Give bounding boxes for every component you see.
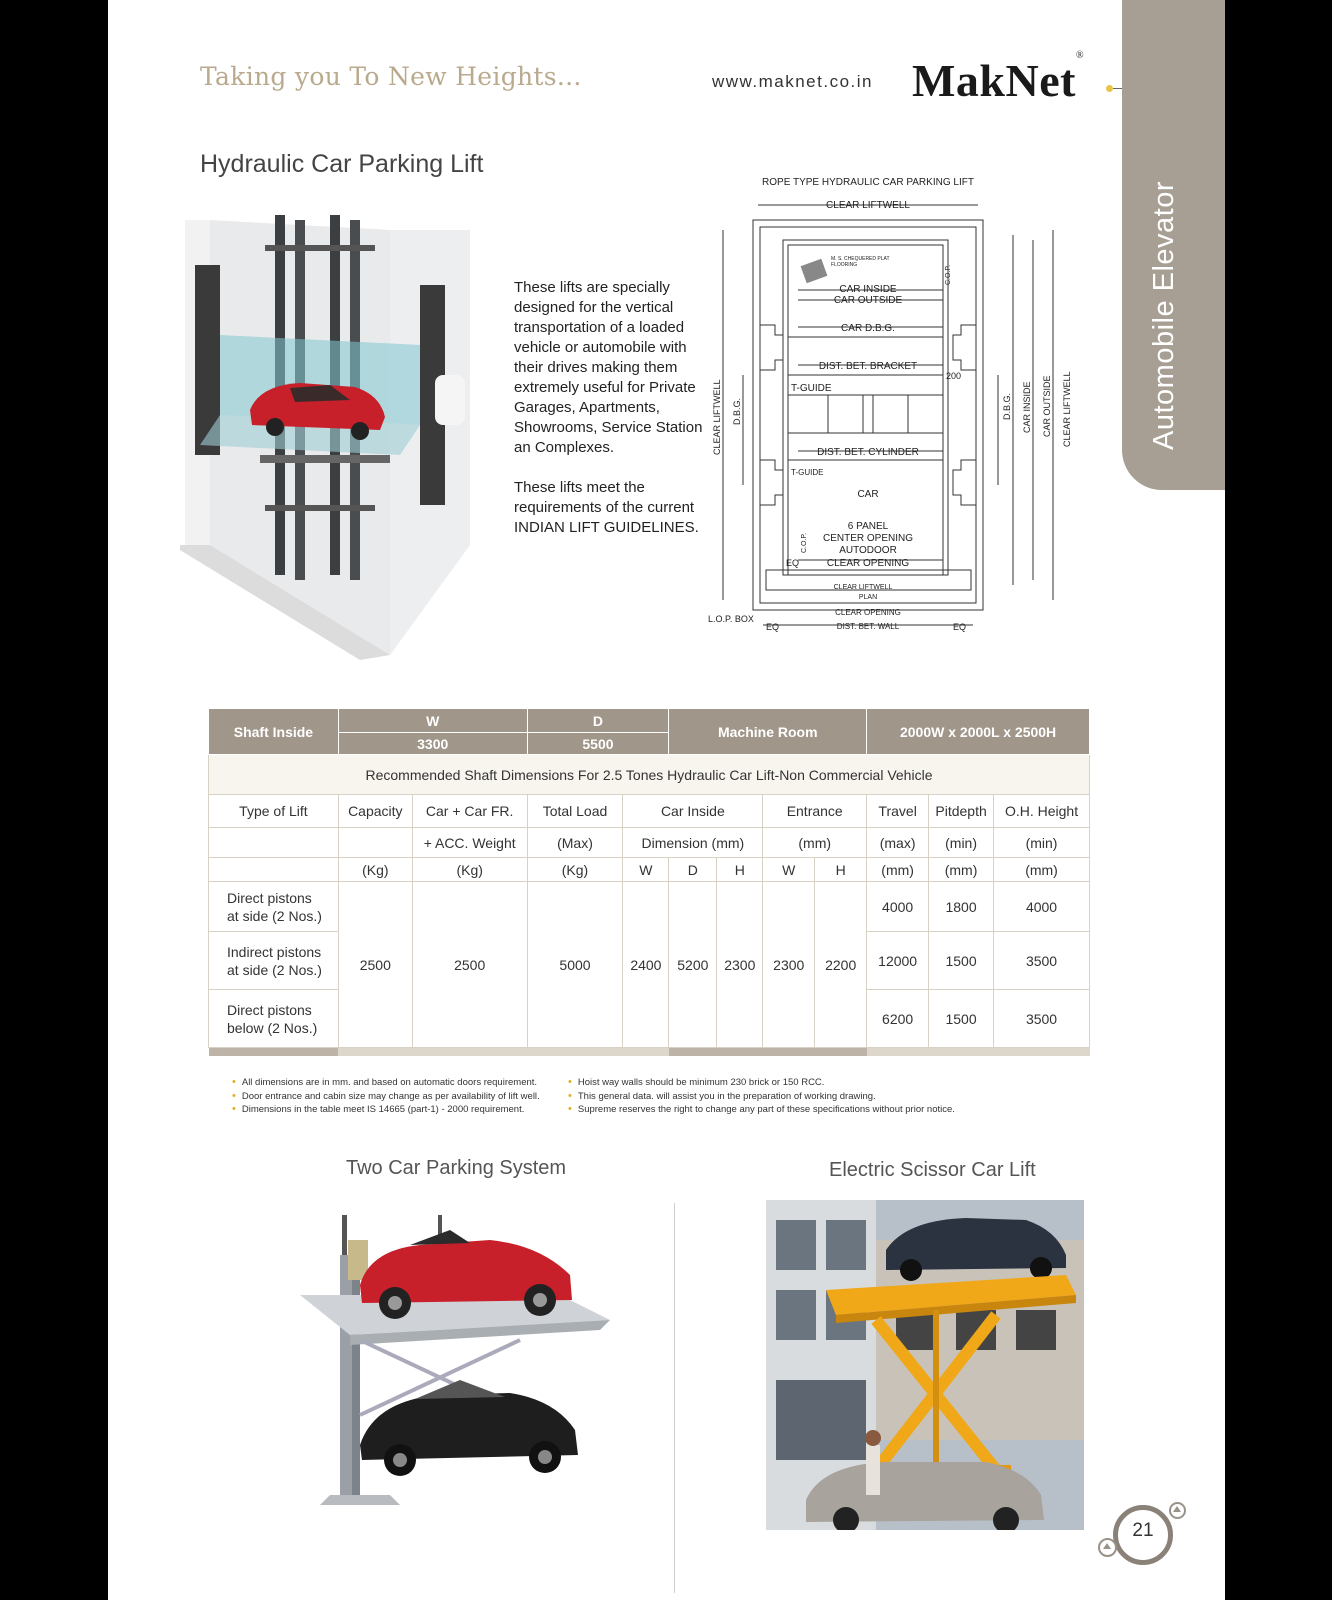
drawing-plan-label: PLAN [858, 594, 878, 601]
col-pit-2: (min) [929, 828, 994, 858]
row-2-pit: 1500 [929, 932, 994, 990]
drawing-flooring: FLOORING [831, 262, 858, 268]
col-car-fr-1: Car + Car FR. [412, 795, 527, 828]
recommendation-row: Recommended Shaft Dimensions For 2.5 Tones Hydraulic Car Lift-Non Commercial Vehicle [209, 755, 1090, 795]
machine-room-value: 2000W x 2000L x 2500H [867, 709, 1090, 755]
col-oh-1: O.H. Height [994, 795, 1090, 828]
unit-car-h: H [717, 858, 763, 882]
note-item: • Door entrance and cabin size may change as per availability of lift well. [232, 1090, 540, 1104]
unit-capacity: (Kg) [338, 858, 412, 882]
row-3-travel: 6200 [867, 990, 929, 1048]
drawing-cop-bottom: C.O.P. [801, 532, 808, 553]
row-2-type-line-1: Indirect pistons [227, 943, 322, 960]
drawing-clear-opening: CLEAR OPENING [826, 558, 910, 569]
drawing-dist-bracket: DIST. BET. BRACKET [818, 361, 918, 372]
hydraulic-lift-illustration [180, 205, 480, 660]
unit-total: (Kg) [527, 858, 623, 882]
col-type-blank [209, 828, 339, 858]
notes-left [232, 1076, 540, 1117]
registered-mark: ® [1075, 49, 1085, 61]
two-car-parking-image [300, 1215, 630, 1515]
unit-car-d: D [669, 858, 717, 882]
row-3-type [209, 990, 339, 1048]
drawing-eq-bottom-left: EQ [766, 622, 780, 632]
row-1-travel: 4000 [867, 882, 929, 932]
description-paragraph-1: These lifts are specially designed for the vertical transportation of a loaded vehicle or automobile with their drives making them extremely useful for Private Garages, Apartments, Showrooms, Service Station an Complexes. [514, 279, 703, 456]
unit-type-blank [209, 858, 339, 882]
shaft-w-label: W [338, 709, 527, 733]
section-title: Hydraulic Car Parking Lift [200, 150, 484, 178]
drawing-left-dbg: D.B.G. [732, 397, 742, 425]
website-link[interactable]: www.maknet.co.in [712, 72, 873, 91]
col-entrance-1: Entrance [763, 795, 867, 828]
row-3-type-line-2: below (2 Nos.) [227, 1019, 318, 1036]
lift-plan-drawing [708, 175, 1078, 645]
notes-right [568, 1076, 955, 1117]
drawing-eq-left: EQ [786, 558, 800, 568]
row-2-oh: 3500 [994, 932, 1090, 990]
col-oh-2: (min) [994, 828, 1090, 858]
description-paragraph-2: These lifts meet the requirements of the current INDIAN LIFT GUIDELINES. [514, 479, 699, 536]
drawing-door-1: 6 PANEL [847, 521, 889, 532]
arrow-up-small-icon[interactable] [1098, 1538, 1117, 1557]
col-capacity: Capacity [338, 795, 412, 828]
col-travel-2: (max) [867, 828, 929, 858]
col-total-1: Total Load [527, 795, 623, 828]
brand-name: MakNet [912, 55, 1076, 106]
description [514, 278, 704, 558]
table-row [209, 882, 1090, 932]
col-travel-1: Travel [867, 795, 929, 828]
drawing-ms-plate: M. S. CHEQUERED PLAT [831, 256, 890, 262]
col-car-fr-2: + ACC. Weight [412, 828, 527, 858]
catalog-page [108, 0, 1225, 1600]
drawing-right-liftwell: CLEAR LIFTWELL [1062, 371, 1072, 447]
total-load-value: 5000 [527, 882, 623, 1048]
row-3-pit: 1500 [929, 990, 994, 1048]
shaft-d-value: 5500 [527, 733, 669, 755]
col-capacity-blank [338, 828, 412, 858]
row-1-type [209, 882, 339, 932]
shaft-d-label: D [527, 709, 669, 733]
unit-travel: (mm) [867, 858, 929, 882]
row-2-type [209, 932, 339, 990]
car-w-value: 2400 [623, 882, 669, 1048]
note-item: • Hoist way walls should be minimum 230 brick or 150 RCC. [568, 1076, 955, 1090]
scissor-title: Electric Scissor Car Lift [829, 1159, 1036, 1181]
drawing-dist-wall: DIST. BET. WALL [836, 622, 900, 631]
spec-table [208, 708, 1090, 1056]
drawing-t-guide: T-GUIDE [791, 383, 832, 394]
col-car-inside-1: Car Inside [623, 795, 763, 828]
car-d-value: 5200 [669, 882, 717, 1048]
drawing-left-liftwell: CLEAR LIFTWELL [712, 379, 722, 455]
unit-pit: (mm) [929, 858, 994, 882]
drawing-door-3: AUTODOOR [839, 545, 897, 556]
drawing-clear-opening-2: CLEAR OPENING [835, 608, 901, 617]
capacity-value: 2500 [338, 882, 412, 1048]
drawing-dim-200: 200 [946, 371, 962, 381]
drawing-clear-liftwell-top: CLEAR LIFTWELL [826, 200, 910, 211]
brand-dot-icon [1106, 85, 1113, 92]
vertical-divider [674, 1203, 675, 1593]
drawing-car-inside: CAR INSIDE [839, 284, 897, 295]
drawing-clear-liftwell-plan: CLEAR LIFTWELL [833, 584, 893, 591]
table-footer-bar [209, 1048, 1090, 1057]
row-1-oh: 4000 [994, 882, 1090, 932]
two-car-title: Two Car Parking System [346, 1157, 567, 1179]
row-2-type-line-2: at side (2 Nos.) [227, 961, 322, 978]
col-pit-1: Pitdepth [929, 795, 994, 828]
ent-h-value: 2200 [815, 882, 867, 1048]
drawing-door-2: CENTER OPENING [822, 533, 914, 544]
drawing-right-dbg: D.B.G. [1002, 392, 1012, 420]
row-3-oh: 3500 [994, 990, 1090, 1048]
note-item: • Supreme reserves the right to change any part of these specifications without prior notice. [568, 1103, 955, 1117]
row-1-pit: 1800 [929, 882, 994, 932]
drawing-eq-bottom-right: EQ [953, 622, 967, 632]
brand-logo [912, 49, 1085, 107]
unit-car-w: W [623, 858, 669, 882]
drawing-lop-box: L.O.P. BOX [708, 614, 754, 624]
col-entrance-2: (mm) [763, 828, 867, 858]
drawing-dist-cylinder: DIST. BET. CYLINDER [817, 447, 919, 458]
unit-ent-w: W [763, 858, 815, 882]
scissor-lift-image [766, 1200, 1084, 1530]
page-number: 21 [1132, 1520, 1154, 1541]
drawing-cop-top: C.O.P. [945, 264, 952, 285]
note-item: • Dimensions in the table meet IS 14665 (part-1) - 2000 requirement. [232, 1103, 540, 1117]
drawing-t-guide-2: T-GUIDE [791, 468, 824, 477]
drawing-right-car-inside: CAR INSIDE [1022, 381, 1032, 433]
car-h-value: 2300 [717, 882, 763, 1048]
shaft-inside-label: Shaft Inside [209, 709, 339, 755]
drawing-right-car-outside: CAR OUTSIDE [1042, 375, 1052, 437]
drawing-car-label: CAR [857, 489, 879, 500]
row-1-type-line-2: at side (2 Nos.) [227, 907, 322, 924]
unit-oh: (mm) [994, 858, 1090, 882]
note-item: • All dimensions are in mm. and based on automatic doors requirement. [232, 1076, 540, 1090]
row-1-type-line-1: Direct pistons [227, 889, 312, 906]
col-type: Type of Lift [209, 795, 339, 828]
machine-room-label: Machine Room [669, 709, 867, 755]
drawing-car-dbg: CAR D.B.G. [841, 323, 895, 334]
unit-ent-h: H [815, 858, 867, 882]
tagline: Taking you To New Heights... [200, 62, 582, 91]
col-total-2: (Max) [527, 828, 623, 858]
drawing-car-outside: CAR OUTSIDE [833, 295, 903, 306]
row-2-travel: 12000 [867, 932, 929, 990]
row-3-type-line-1: Direct pistons [227, 1001, 312, 1018]
note-item: • This general data. will assist you in the preparation of working drawing. [568, 1090, 955, 1104]
shaft-w-value: 3300 [338, 733, 527, 755]
col-car-inside-2: Dimension (mm) [623, 828, 763, 858]
arrow-up-icon[interactable] [1169, 1502, 1186, 1519]
side-tab-label: Automobile Elevator [1148, 180, 1180, 450]
ent-w-value: 2300 [763, 882, 815, 1048]
car-fr-value: 2500 [412, 882, 527, 1048]
drawing-title: ROPE TYPE HYDRAULIC CAR PARKING LIFT [762, 177, 974, 188]
unit-car-fr: (Kg) [412, 858, 527, 882]
